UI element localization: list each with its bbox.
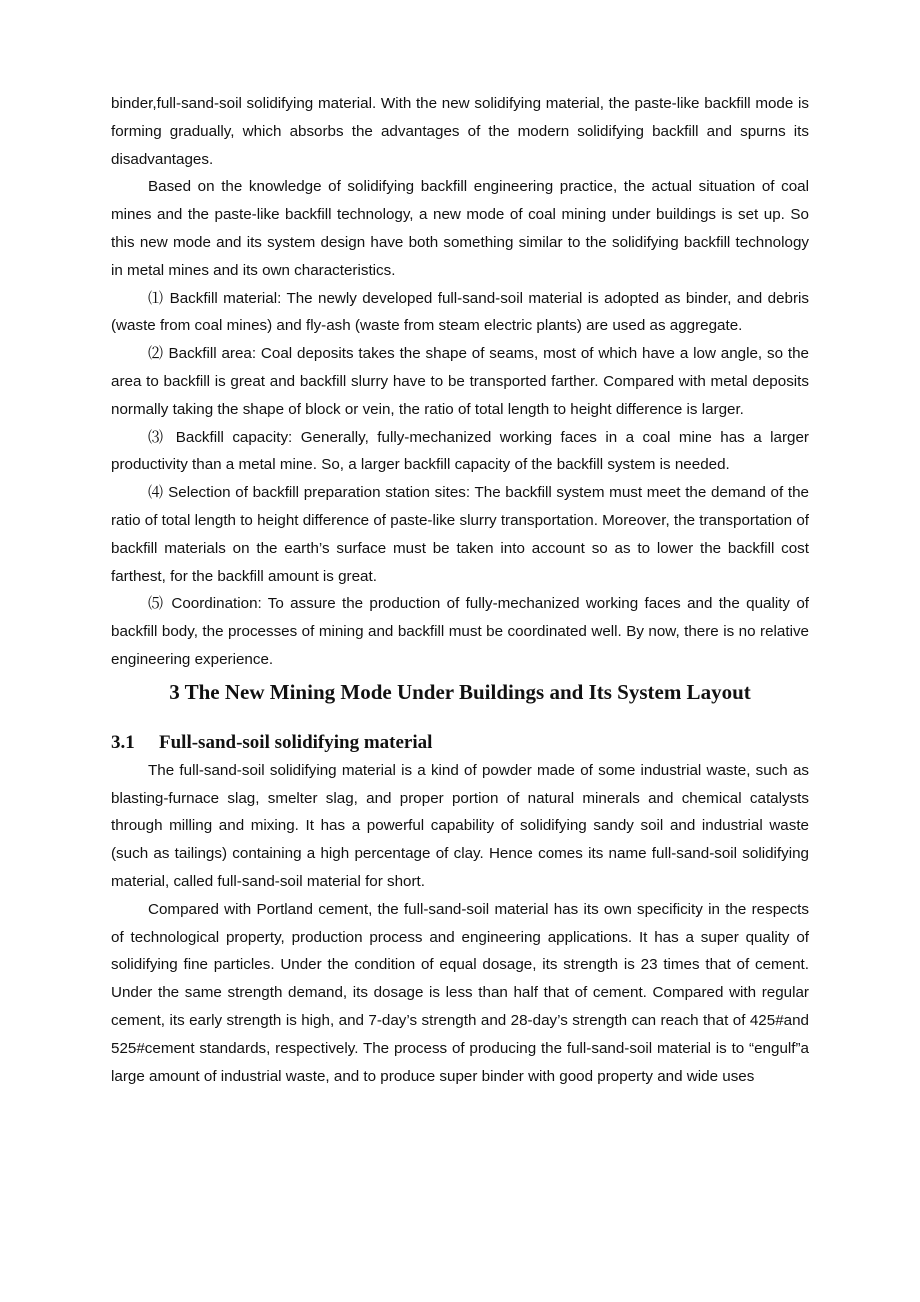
item-text: Backfill material: The newly developed full-sand-soil material is adopted as binder, and debris (waste from coal mines) and fly-ash (waste from steam electric plants) are used as aggregate. [111,289,809,335]
section-title: 3 The New Mining Mode Under Buildings and Its System Layout [169,679,751,704]
subsection-title: Full-sand-soil solidifying material [159,731,433,753]
paragraph-continuation: binder,full-sand-soil solidifying material. With the new solidifying material, the paste-like backfill mode is forming gradually, which absorbs the advantages of the modern solidifying backfill and spurns its disadvantages. [111,95,809,168]
list-item [111,340,809,423]
subsection-heading [111,729,809,757]
item-text: Coordination: To assure the production of fully-mechanized working faces and the quality of backfill body, the processes of mining and backfill must be coordinated well. By now, there is no relative engineering experience. [111,595,809,668]
item-number: ⑵ [148,344,164,363]
body-paragraph: The full-sand-soil solidifying material is a kind of powder made of some industrial waste, such as blasting-furnace slag, smelter slag, and proper portion of natural minerals and chemical catalysts through milling and mixing. It has a powerful capability of solidifying sandy soil and industrial waste (such as tailings) containing a high percentage of clay. Hence comes its name full-sand-soil solidifying material, called full-sand-soil material for short. [111,761,809,890]
list-item [111,479,809,590]
item-number: ⑴ [148,288,165,307]
list-item [111,590,809,673]
item-number: ⑸ [148,594,166,613]
body-paragraph: Compared with Portland cement, the full-sand-soil material has its own specificity in the respects of technological property, production process and engineering applications. It has a super quality of solidifying fine particles. Under the condition of equal dosage, its strength is 23 times that of cement. Under the same strength demand, its dosage is less than half that of cement. Compared with regular cement, its early strength is high, and 7-day’s strength and 28-day’s strength can reach that of 425#and 525#cement standards, respectively. The process of producing the full-sand-soil material is to “engulf”a large amount of industrial waste, and to produce super binder with good property and wide uses [111,900,809,1085]
paragraph-intro: Based on the knowledge of solidifying backfill engineering practice, the actual situation of coal mines and the paste-like backfill technology, a new mode of coal mining under buildings is set up. So this new mode and its system design have both something similar to the solidifying backfill technology in metal mines and its own characteristics. [111,178,809,279]
item-text: Backfill area: Coal deposits takes the shape of seams, most of which have a low angle, so the area to backfill is great and backfill slurry have to be transported farther. Compared with metal deposits normally taking the shape of block or vein, the ratio of total length to height difference is larger. [111,345,809,418]
document-page [111,90,809,1090]
list-item [111,424,809,480]
item-number: ⑶ [148,427,168,446]
item-text: Selection of backfill preparation station sites: The backfill system must meet the demand of the ratio of total length to height difference of paste-like slurry transportation. Moreover, the transportation of backfill materials on the earth’s surface must be taken into account so as to lower the backfill cost farthest, for the backfill amount is great. [111,484,809,585]
list-item [111,285,809,341]
item-text: Backfill capacity: Generally, fully-mechanized working faces in a coal mine has a larger productivity than a metal mine. So, a larger backfill capacity of the backfill system is needed. [111,428,809,474]
item-number: ⑷ [148,483,164,502]
subsection-number: 3.1 [111,731,135,753]
